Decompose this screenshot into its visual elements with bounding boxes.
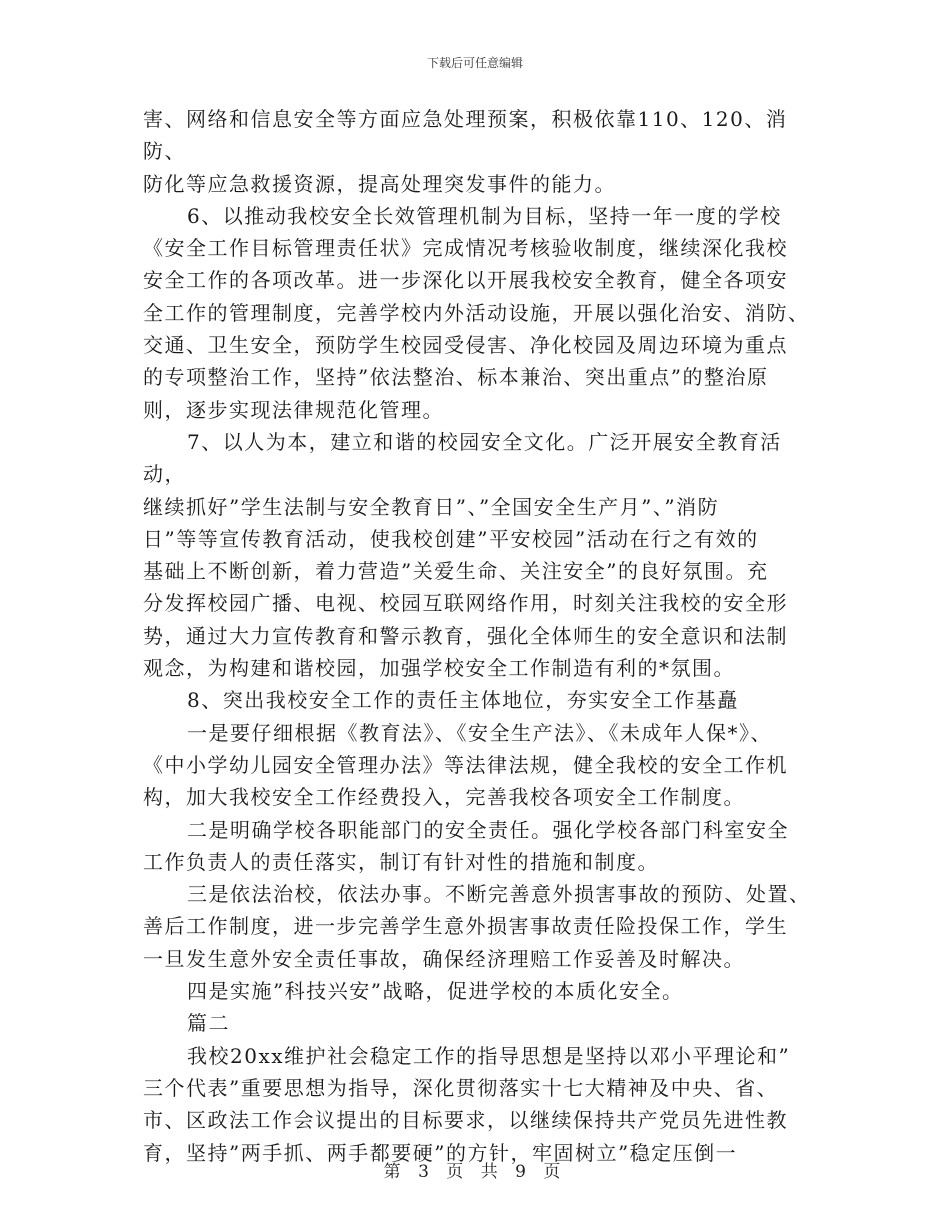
paragraph-8: 四是实施”科技兴安”战略，促进学校的本质化安全。: [187, 979, 684, 1004]
paragraph-1: 害、网络和信息安全等方面应急处理预案，积极依靠110、120、消防、 防化等应急救援资源，提高处理突发事件的能力。: [143, 107, 788, 196]
paragraph-4: 8、突出我校安全工作的责任主体地位，夯实安全工作基矗: [187, 688, 739, 713]
paragraph-5: 一是要仔细根据《教育法》、《安全生产法》、《未成年人保*》、 《中小学幼儿园安全管理办法》等法律法规，健全我校的安全工作机 构，加大我校安全工作经费投入，完善我校各项安全工作制度。: [143, 720, 788, 810]
paragraph-3: 7、以人为本，建立和谐的校园安全文化。广泛开展安全教育活动， 继续抓好”学生法制与安全教育日”、”全国安全生产月”、”消防 日”等等宣传教育活动，使我校创建”平安校园”活动在行之有效的 基础上不断创新，着力营造”关爱生命、关注安全”的良好氛围。充 分发挥校园广播、电视、校园互联网络作用，时刻关注我校的安全形 势，通过大力宣传教育和警示教育，强化全体师生的安全意识和法制 观念，为构建和谐校园，加强学校安全工作制造有利的*氛围。: [143, 429, 788, 681]
page-number: 第 3 页 共 9 页: [383, 1162, 567, 1182]
section-heading: 篇二: [187, 1011, 230, 1036]
paragraph-2: 6、以推动我校安全长效管理机制为目标，坚持一年一度的学校 《安全工作目标管理责任状》完成情况考核验收制度，继续深化我校 安全工作的各项改革。进一步深化以开展我校安全教育，健全各项安 全工作的管理制度，完善学校内外活动设施，开展以强化治安、消防、 交通、卫生安全，预防学生校园受侵害、净化校园及周边环境为重点 的专项整治工作，坚持”依法整治、标本兼治、突出重点”的整治原 则，逐步实现法律规范化管理。: [143, 203, 810, 422]
page-header: 下载后可任意编辑: [426, 56, 523, 70]
paragraph-9: 我校20xx维护社会稳定工作的指导思想是坚持以邓小平理论和” 三个代表”重要思想为指导，深化贯彻落实十七大精神及中央、省、 市、区政法工作会议提出的目标要求，以继续保持共产党员先进性教 育，坚持”两手抓、两手都要硬”的方针，牢固树立”稳定压倒一: [143, 1043, 791, 1165]
paragraph-6: 二是明确学校各职能部门的安全责任。强化学校各部门科室安全 工作负责人的责任落实，制订有针对性的措施和制度。: [143, 817, 789, 874]
document-body: [143, 103, 823, 1169]
paragraph-7: 三是依法治校，依法办事。不断完善意外损害事故的预防、处置、 善后工作制度，进一步完善学生意外损害事故责任险投保工作，学生 一旦发生意外安全责任事故，确保经济理赔工作妥善及时解决。: [143, 882, 811, 971]
